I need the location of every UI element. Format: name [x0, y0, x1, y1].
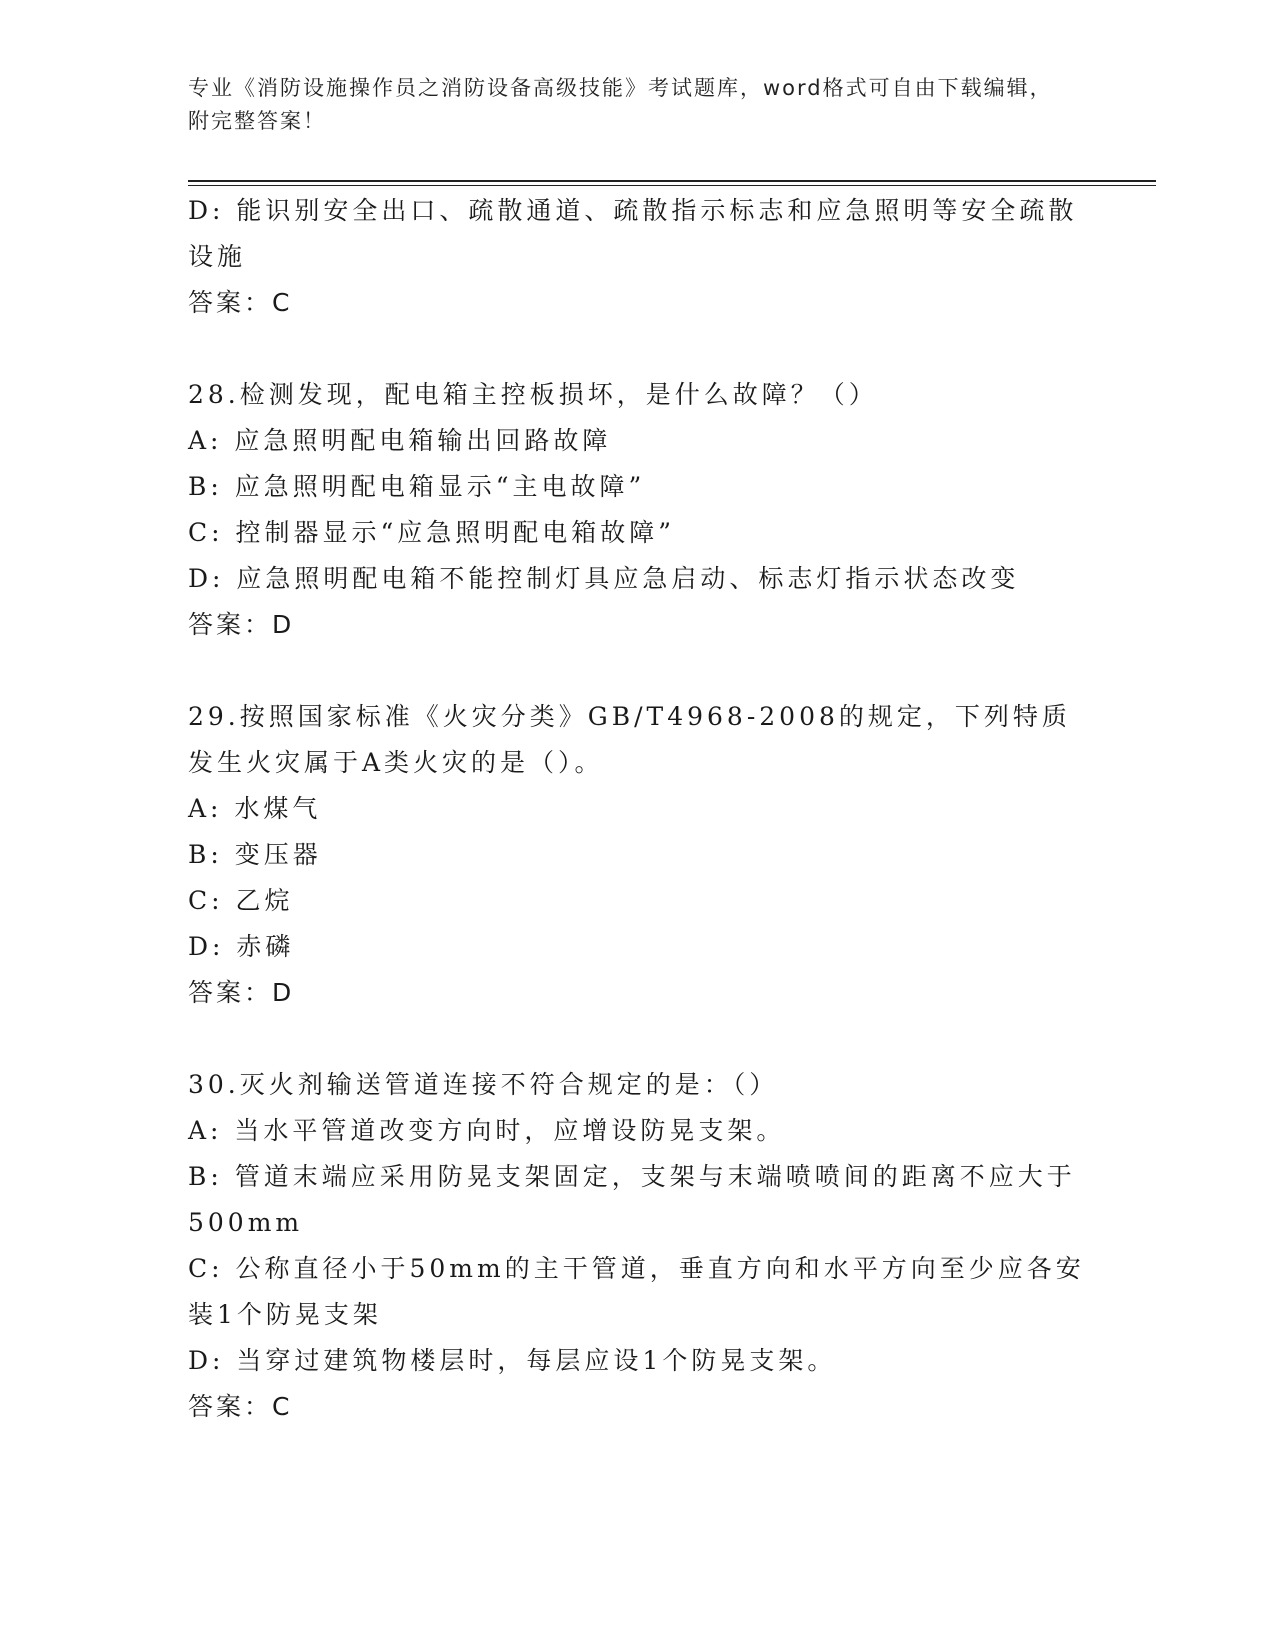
q28-option-c: C: 控制器显示“应急照明配电箱故障” [188, 518, 676, 547]
q30-option-d: D: 当穿过建筑物楼层时，每层应设1个防晃支架。 [188, 1346, 837, 1375]
q27-answer: 答案：C [188, 288, 293, 317]
q28-option-d: D: 应急照明配电箱不能控制灯具应急启动、标志灯指示状态改变 [188, 564, 1020, 593]
q28-option-b: B: 应急照明配电箱显示“主电故障” [188, 472, 646, 501]
spacer [188, 326, 1088, 372]
q29-answer: 答案：D [188, 978, 295, 1007]
q29-option-c: C: 乙烷 [188, 886, 294, 915]
spacer [188, 1016, 1088, 1062]
header-rule-thick [188, 180, 1156, 182]
question-list [188, 188, 1088, 1430]
q27-option-d: D: 能识别安全出口、疏散通道、疏散指示标志和应急照明等安全疏散设施 [188, 196, 1078, 271]
q29-question: 29.按照国家标准《火灾分类》GB/T4968-2008的规定，下列特质发生火灾属于A类火灾的是（）。 [188, 702, 1071, 777]
q30-answer: 答案：C [188, 1392, 293, 1421]
q29-option-d: D: 赤磷 [188, 932, 295, 961]
q28-option-a: A: 应急照明配电箱输出回路故障 [188, 426, 612, 455]
header-rule-thin [188, 185, 1156, 186]
q28-question: 28.检测发现，配电箱主控板损坏，是什么故障？（） [188, 380, 878, 409]
q29-option-a: A: 水煤气 [188, 794, 322, 823]
q30-option-b: B: 管道末端应采用防晃支架固定，支架与末端喷喷间的距离不应大于500mm [188, 1162, 1076, 1237]
q30-question: 30.灭火剂输送管道连接不符合规定的是：（） [188, 1070, 779, 1099]
spacer [188, 648, 1088, 694]
q29-option-b: B: 变压器 [188, 840, 322, 869]
q28-answer: 答案：D [188, 610, 295, 639]
q30-option-a: A: 当水平管道改变方向时，应增设防晃支架。 [188, 1116, 786, 1145]
document-header: 专业《消防设施操作员之消防设备高级技能》考试题库，word格式可自由下载编辑，附完整答案！ [188, 76, 1053, 133]
q30-option-c: C: 公称直径小于50mm的主干管道，垂直方向和水平方向至少应各安装1个防晃支架 [188, 1254, 1085, 1329]
